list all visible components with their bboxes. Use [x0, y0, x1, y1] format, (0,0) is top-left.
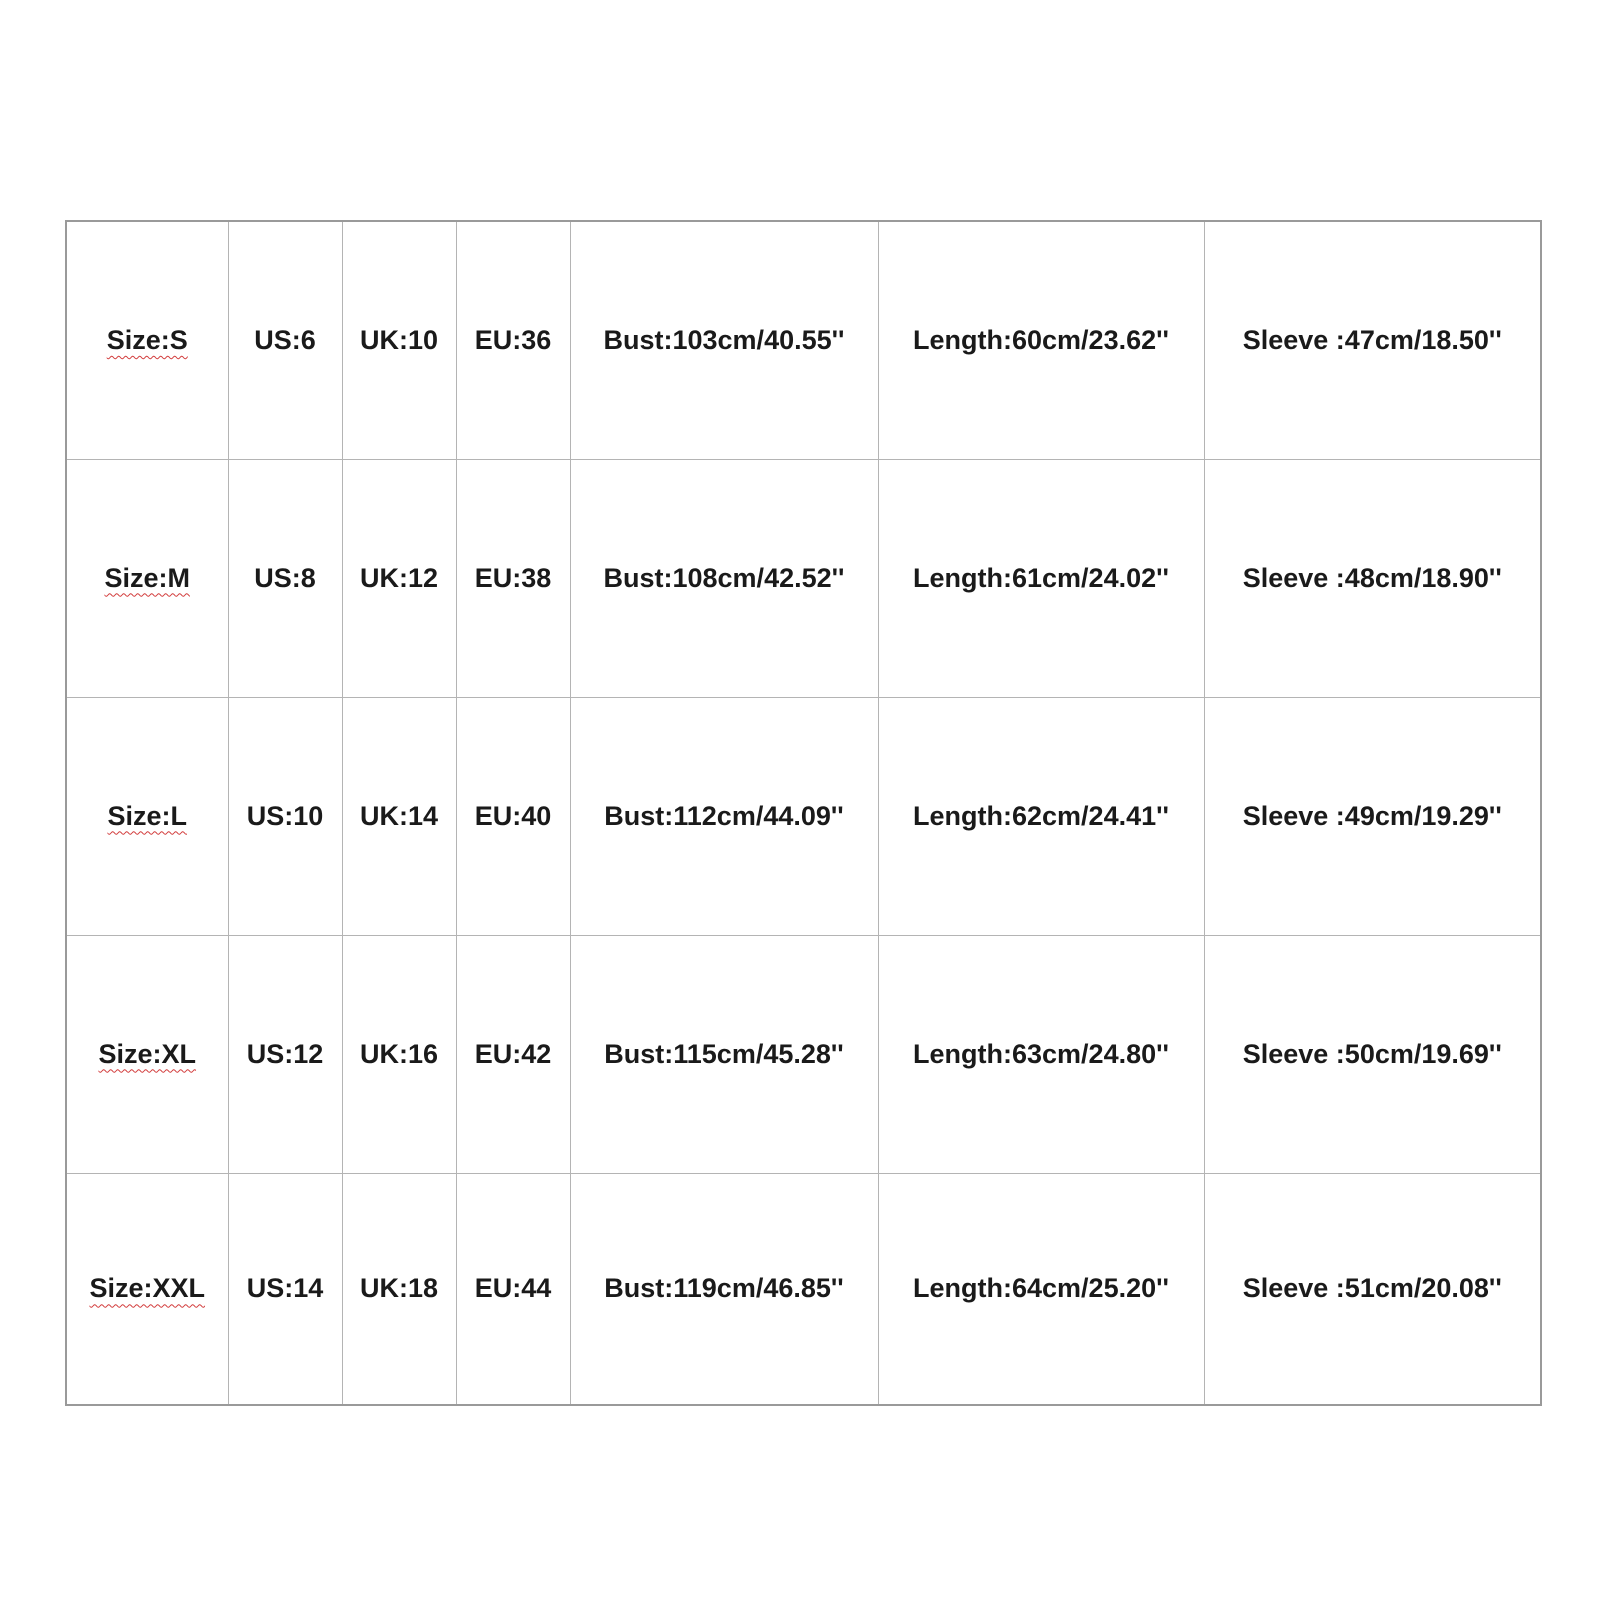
us-size-cell: US:10 — [228, 697, 342, 935]
eu-size-cell: EU:40 — [456, 697, 570, 935]
bust-cell: Bust:103cm/40.55'' — [570, 221, 878, 459]
eu-size-cell: EU:36 — [456, 221, 570, 459]
size-cell — [66, 935, 228, 1173]
size-cell — [66, 1173, 228, 1405]
uk-size-cell: UK:12 — [342, 459, 456, 697]
size-label: Size:XXL — [89, 1273, 206, 1304]
uk-size-cell: UK:18 — [342, 1173, 456, 1405]
us-size-cell: US:14 — [228, 1173, 342, 1405]
length-cell: Length:60cm/23.62'' — [878, 221, 1204, 459]
size-label: Size:S — [106, 324, 188, 355]
bust-cell: Bust:119cm/46.85'' — [570, 1173, 878, 1405]
size-chart-table — [65, 220, 1542, 1406]
uk-size-cell: UK:16 — [342, 935, 456, 1173]
size-label: Size:M — [104, 562, 190, 593]
table-row — [66, 935, 1541, 1173]
table-row — [66, 459, 1541, 697]
eu-size-cell: EU:44 — [456, 1173, 570, 1405]
size-cell — [66, 697, 228, 935]
table-row — [66, 697, 1541, 935]
length-cell: Length:62cm/24.41'' — [878, 697, 1204, 935]
table-row — [66, 1173, 1541, 1405]
uk-size-cell: UK:10 — [342, 221, 456, 459]
sleeve-cell: Sleeve :48cm/18.90'' — [1204, 459, 1541, 697]
us-size-cell: US:6 — [228, 221, 342, 459]
sleeve-cell: Sleeve :51cm/20.08'' — [1204, 1173, 1541, 1405]
eu-size-cell: EU:38 — [456, 459, 570, 697]
bust-cell: Bust:112cm/44.09'' — [570, 697, 878, 935]
length-cell: Length:64cm/25.20'' — [878, 1173, 1204, 1405]
bust-cell: Bust:108cm/42.52'' — [570, 459, 878, 697]
eu-size-cell: EU:42 — [456, 935, 570, 1173]
uk-size-cell: UK:14 — [342, 697, 456, 935]
length-cell: Length:61cm/24.02'' — [878, 459, 1204, 697]
size-label: Size:L — [107, 800, 187, 831]
us-size-cell: US:12 — [228, 935, 342, 1173]
us-size-cell: US:8 — [228, 459, 342, 697]
table-row — [66, 221, 1541, 459]
length-cell: Length:63cm/24.80'' — [878, 935, 1204, 1173]
size-cell — [66, 221, 228, 459]
bust-cell: Bust:115cm/45.28'' — [570, 935, 878, 1173]
size-cell — [66, 459, 228, 697]
size-label: Size:XL — [98, 1038, 197, 1069]
sleeve-cell: Sleeve :50cm/19.69'' — [1204, 935, 1541, 1173]
sleeve-cell: Sleeve :49cm/19.29'' — [1204, 697, 1541, 935]
sleeve-cell: Sleeve :47cm/18.50'' — [1204, 221, 1541, 459]
